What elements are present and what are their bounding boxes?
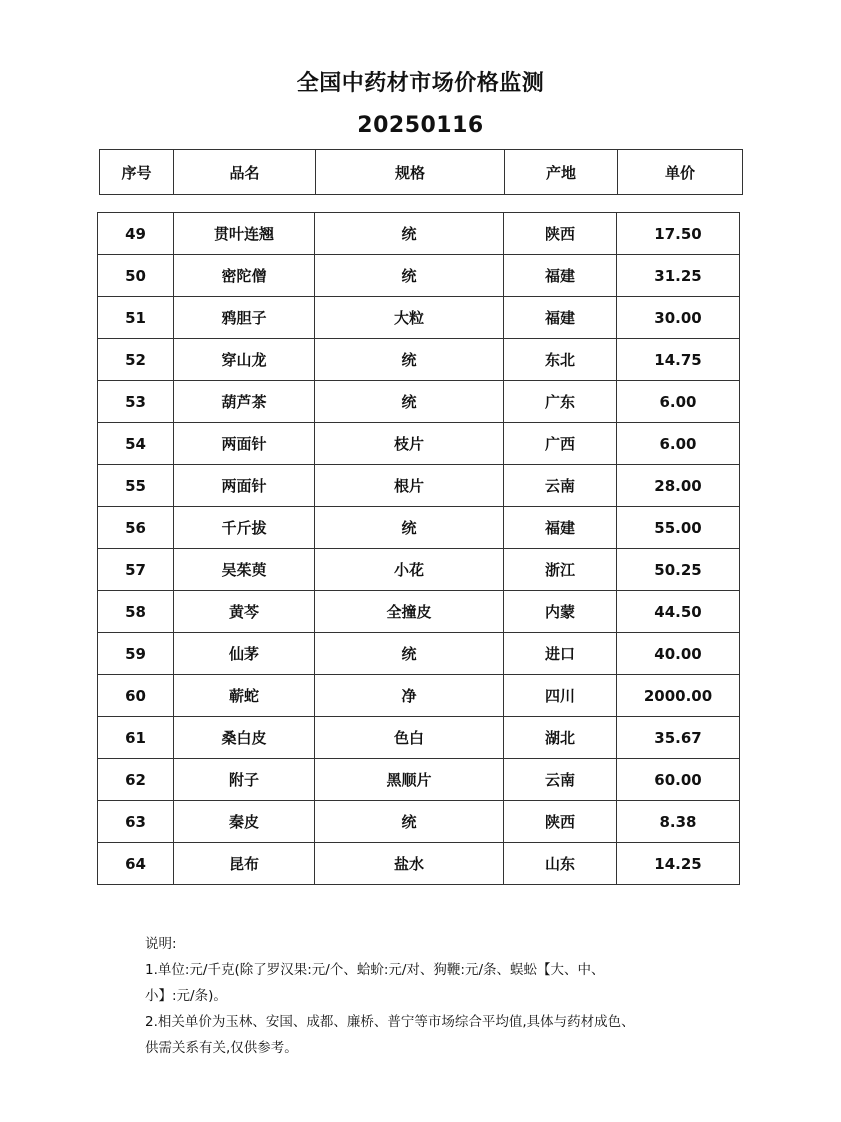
cell-spec: 黑顺片 [315, 759, 504, 801]
table-row [98, 507, 740, 549]
cell-origin: 四川 [504, 675, 617, 717]
cell-name: 密陀僧 [174, 255, 315, 297]
cell-name: 鸦胆子 [174, 297, 315, 339]
cell-price: 2000.00 [617, 675, 740, 717]
cell-index: 58 [98, 591, 174, 633]
cell-origin: 广东 [504, 381, 617, 423]
cell-price: 60.00 [617, 759, 740, 801]
cell-origin: 广西 [504, 423, 617, 465]
cell-index: 59 [98, 633, 174, 675]
report-date: 20250116 [357, 113, 484, 138]
table-row [98, 297, 740, 339]
cell-origin: 云南 [504, 465, 617, 507]
table-header [99, 149, 743, 195]
cell-index: 64 [98, 843, 174, 885]
cell-spec: 大粒 [315, 297, 504, 339]
table-row [98, 591, 740, 633]
cell-price: 30.00 [617, 297, 740, 339]
notes-heading: 说明: [145, 936, 177, 952]
cell-price: 40.00 [617, 633, 740, 675]
cell-spec: 统 [315, 255, 504, 297]
cell-price: 17.50 [617, 213, 740, 255]
cell-spec: 枝片 [315, 423, 504, 465]
table-row [98, 255, 740, 297]
page-title: 全国中药材市场价格监测 [296, 71, 545, 96]
cell-name: 蕲蛇 [174, 675, 315, 717]
cell-name: 桑白皮 [174, 717, 315, 759]
cell-index: 54 [98, 423, 174, 465]
cell-spec: 小花 [315, 549, 504, 591]
cell-origin: 进口 [504, 633, 617, 675]
cell-spec: 统 [315, 507, 504, 549]
cell-price: 6.00 [617, 381, 740, 423]
cell-index: 51 [98, 297, 174, 339]
notes-line: 小】:元/条)。 [145, 988, 227, 1004]
table-row [98, 843, 740, 885]
cell-spec: 统 [315, 633, 504, 675]
table-row [98, 801, 740, 843]
cell-origin: 东北 [504, 339, 617, 381]
cell-origin: 陕西 [504, 213, 617, 255]
cell-price: 8.38 [617, 801, 740, 843]
table-row [98, 633, 740, 675]
cell-name: 贯叶连翘 [174, 213, 315, 255]
cell-name: 附子 [174, 759, 315, 801]
header-cell-origin: 产地 [505, 150, 618, 195]
notes-line: 1.单位:元/千克(除了罗汉果:元/个、蛤蚧:元/对、狗鞭:元/条、蜈蚣【大、中、 [145, 962, 605, 978]
cell-origin: 内蒙 [504, 591, 617, 633]
cell-index: 60 [98, 675, 174, 717]
cell-name: 穿山龙 [174, 339, 315, 381]
cell-price: 50.25 [617, 549, 740, 591]
cell-spec: 色白 [315, 717, 504, 759]
cell-spec: 全撞皮 [315, 591, 504, 633]
cell-spec: 统 [315, 801, 504, 843]
cell-index: 63 [98, 801, 174, 843]
cell-origin: 湖北 [504, 717, 617, 759]
table-row [98, 339, 740, 381]
cell-name: 葫芦茶 [174, 381, 315, 423]
cell-price: 55.00 [617, 507, 740, 549]
cell-index: 57 [98, 549, 174, 591]
cell-origin: 福建 [504, 255, 617, 297]
cell-index: 53 [98, 381, 174, 423]
header-cell-name: 品名 [174, 150, 316, 195]
header-cell-spec: 规格 [316, 150, 505, 195]
table-row [98, 465, 740, 507]
cell-name: 千斤拔 [174, 507, 315, 549]
cell-name: 昆布 [174, 843, 315, 885]
cell-spec: 统 [315, 339, 504, 381]
table-row [98, 213, 740, 255]
cell-origin: 陕西 [504, 801, 617, 843]
table-row [98, 381, 740, 423]
cell-spec: 净 [315, 675, 504, 717]
cell-index: 56 [98, 507, 174, 549]
cell-index: 52 [98, 339, 174, 381]
table-row [98, 759, 740, 801]
cell-origin: 浙江 [504, 549, 617, 591]
cell-price: 28.00 [617, 465, 740, 507]
cell-name: 两面针 [174, 423, 315, 465]
cell-index: 62 [98, 759, 174, 801]
cell-name: 吴茱萸 [174, 549, 315, 591]
cell-spec: 统 [315, 213, 504, 255]
table-row [98, 717, 740, 759]
cell-price: 44.50 [617, 591, 740, 633]
cell-name: 秦皮 [174, 801, 315, 843]
cell-index: 55 [98, 465, 174, 507]
cell-price: 31.25 [617, 255, 740, 297]
cell-index: 50 [98, 255, 174, 297]
table-row [98, 675, 740, 717]
price-table [97, 212, 740, 885]
cell-name: 仙茅 [174, 633, 315, 675]
header-cell-price: 单价 [618, 150, 743, 195]
cell-price: 14.75 [617, 339, 740, 381]
cell-origin: 山东 [504, 843, 617, 885]
cell-origin: 云南 [504, 759, 617, 801]
notes-section [145, 931, 705, 1061]
cell-spec: 盐水 [315, 843, 504, 885]
cell-index: 49 [98, 213, 174, 255]
cell-price: 6.00 [617, 423, 740, 465]
cell-name: 黄芩 [174, 591, 315, 633]
table-row [98, 549, 740, 591]
cell-spec: 统 [315, 381, 504, 423]
cell-origin: 福建 [504, 507, 617, 549]
header-row [100, 150, 743, 195]
table-row [98, 423, 740, 465]
header-cell-index: 序号 [100, 150, 174, 195]
notes-line: 2.相关单价为玉林、安国、成都、廉桥、普宁等市场综合平均值,具体与药材成色、 [145, 1014, 635, 1030]
cell-origin: 福建 [504, 297, 617, 339]
cell-price: 35.67 [617, 717, 740, 759]
cell-name: 两面针 [174, 465, 315, 507]
cell-spec: 根片 [315, 465, 504, 507]
notes-line: 供需关系有关,仅供参考。 [145, 1040, 298, 1056]
cell-price: 14.25 [617, 843, 740, 885]
cell-index: 61 [98, 717, 174, 759]
